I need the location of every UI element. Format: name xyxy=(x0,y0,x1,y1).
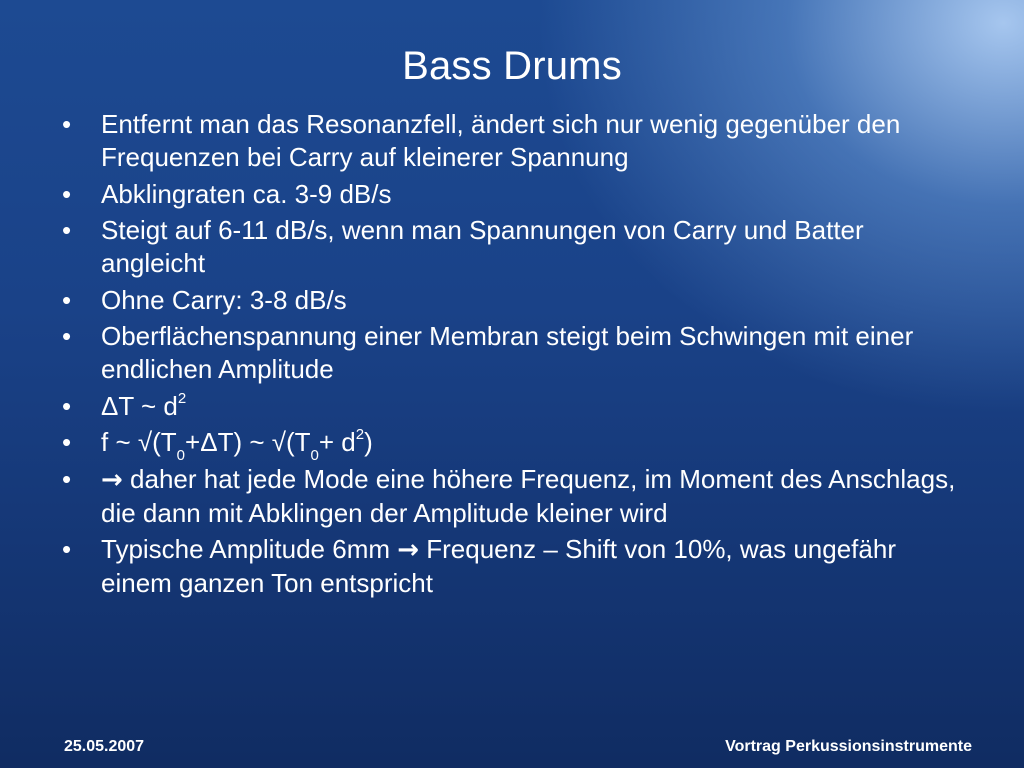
bullet-text-with-arrow xyxy=(101,463,967,530)
bullet-text: Ohne Carry: 3-8 dB/s xyxy=(101,284,347,315)
formula-part: + d xyxy=(318,427,356,457)
bullet-dot: • xyxy=(62,534,72,564)
bullet-list xyxy=(62,108,967,604)
subscript: 0 xyxy=(176,447,186,465)
bullet-dot: • xyxy=(62,109,72,139)
bullet-dot: • xyxy=(62,284,72,315)
bullet-text: Oberflächenspannung einer Membran steigt beim Schwingen mit einer endlichen Amplitude xyxy=(101,321,914,384)
bullet-text-with-arrow xyxy=(101,533,967,600)
bullet-formula-delta-t xyxy=(101,390,967,423)
subscript: 0 xyxy=(310,447,319,465)
superscript: 2 xyxy=(355,426,365,444)
bullet-item xyxy=(62,214,967,280)
formula-part: ) xyxy=(364,427,373,457)
bullet-dot: • xyxy=(62,178,72,209)
bullet-text: Typische Amplitude 6mm xyxy=(101,534,398,564)
bullet-item xyxy=(62,426,967,465)
bullet-item xyxy=(62,533,967,600)
bullet-item xyxy=(62,463,967,530)
formula-text: ΔT ~ d xyxy=(101,390,178,421)
bullet-item xyxy=(62,178,967,211)
bullet-text: Steigt auf 6-11 dB/s, wenn man Spannungen von Carry und Batter angleicht xyxy=(101,215,864,278)
bullet-dot: • xyxy=(62,427,72,457)
footer-date: 25.05.2007 xyxy=(64,738,145,755)
formula-part: +ΔT) ~ √(T xyxy=(185,427,311,457)
arrow-right-icon: → xyxy=(101,464,123,495)
bullet-text: Abklingraten ca. 3-9 dB/s xyxy=(101,178,392,209)
bullet-text: daher hat jede Mode eine höhere Frequenz, im Moment des Anschlags, die dann mit Abklingen der Amplitude kleiner wird xyxy=(101,463,956,528)
bullet-item xyxy=(62,108,967,174)
bullet-dot: • xyxy=(62,321,72,351)
bullet-text: Entfernt man das Resonanzfell, ändert sich nur wenig gegenüber den Frequenzen bei Carry auf kleinerer Spannung xyxy=(101,109,901,172)
superscript: 2 xyxy=(177,389,187,407)
bullet-item xyxy=(62,284,967,317)
bullet-item xyxy=(62,390,967,423)
bullet-dot: • xyxy=(62,215,72,245)
slide-title: Bass Drums xyxy=(402,44,622,88)
formula-part: f ~ √(T xyxy=(101,427,177,457)
bullet-item xyxy=(62,320,967,386)
arrow-right-icon: → xyxy=(397,535,420,565)
bullet-formula-frequency xyxy=(101,426,967,465)
bullet-text: Frequenz – Shift von 10%, was ungefähr einem ganzen Ton entspricht xyxy=(101,534,896,598)
bullet-dot: • xyxy=(62,390,72,421)
bullet-dot: • xyxy=(62,463,72,494)
footer-title: Vortrag Perkussionsinstrumente xyxy=(725,738,972,755)
